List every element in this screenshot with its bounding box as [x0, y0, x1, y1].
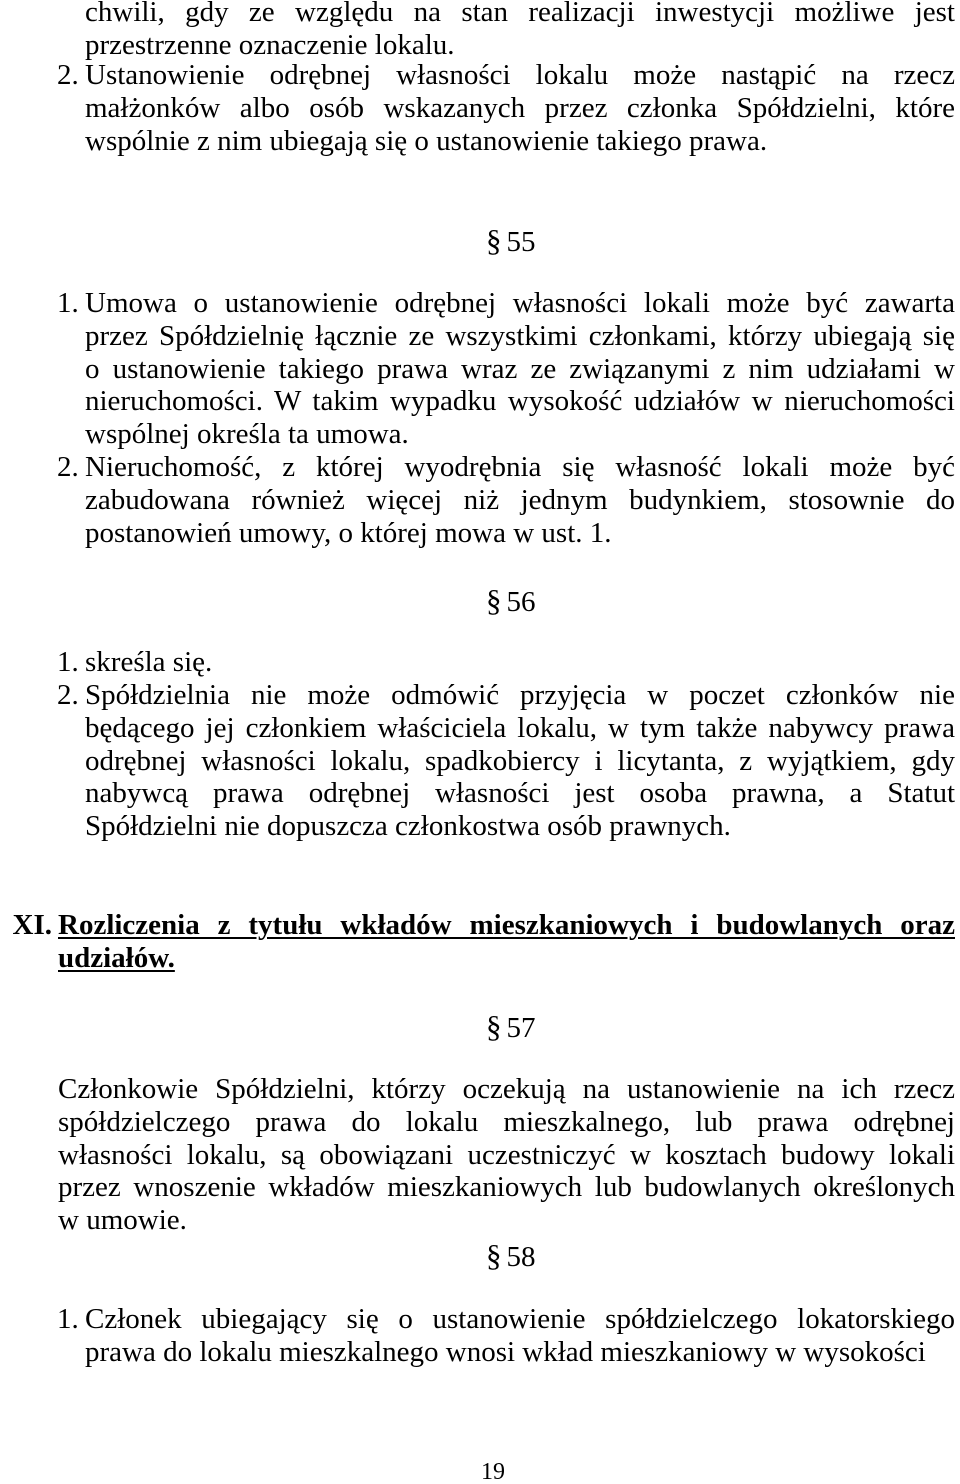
text-line: Nieruchomość, z której wyodrębnia się własność lokali może być	[85, 451, 955, 483]
text-line: małżonków albo osób wskazanych przez członka Spółdzielni, które	[85, 91, 955, 124]
section-sign: §	[486, 583, 502, 618]
item-number: 1.	[57, 646, 79, 678]
item-number: 1.	[57, 1303, 79, 1335]
text-line: odrębnej własności lokalu, spadkobiercy i licytanta, z wyjątkiem, gdy	[85, 744, 955, 777]
list-item	[57, 679, 955, 847]
text-line: Spółdzielni nie dopuszcza członkostwa osób prawnych.	[85, 810, 731, 843]
text-line: o ustanowienie takiego prawa wraz ze związanymi z nim udziałami w	[85, 352, 955, 385]
continuation-paragraph	[85, 0, 955, 66]
list-item	[57, 1303, 955, 1373]
text-line: nabywcą prawa odrębnej własności jest osoba prawna, a Statut	[85, 777, 955, 810]
page-number: 19	[481, 1459, 505, 1484]
text-line: wspólnie z nim ubiegają się o ustanowienie takiego prawa.	[85, 124, 768, 157]
section-number: 56	[506, 586, 536, 618]
text-line: Ustanowienie odrębnej własności lokalu może nastąpić na rzecz	[85, 59, 955, 91]
item-number: 1.	[57, 287, 79, 319]
text-line: Umowa o ustanowienie odrębnej własności lokali może być zawarta	[85, 287, 955, 319]
text-line: będącego jej członkiem właściciela lokalu, w tym także nabywcy prawa	[85, 711, 955, 744]
text-line: postanowień umowy, o której mowa w ust. 1.	[85, 516, 612, 549]
section-heading	[486, 1238, 536, 1273]
chapter-title-line: Rozliczenia z tytułu wkładów mieszkaniowych i budowlanych oraz	[58, 909, 955, 941]
text-line: zabudowana również więcej niż jednym budynkiem, stosownie do	[85, 483, 955, 516]
text-line: nieruchomości. W takim wypadku wysokość udziałów w nieruchomości	[85, 385, 955, 418]
item-number: 2.	[57, 451, 79, 483]
text-line: Spółdzielnia nie może odmówić przyjęcia w poczet członków nie	[85, 679, 955, 711]
section-paragraph	[58, 1073, 955, 1241]
section-number: 57	[506, 1012, 536, 1044]
text-line: przez wnoszenie wkładów mieszkaniowych lub budowlanych określonych	[58, 1171, 955, 1204]
section-number: 55	[506, 226, 536, 258]
text-line: prawa do lokalu mieszkalnego wnosi wkład mieszkaniowy w wysokości	[85, 1335, 926, 1368]
chapter-title-line: udziałów.	[58, 941, 175, 974]
text-line: wspólnej określa ta umowa.	[85, 418, 409, 451]
section-sign: §	[486, 223, 502, 258]
list-item	[57, 59, 955, 161]
item-number: 2.	[57, 59, 79, 91]
list-item	[57, 451, 955, 553]
list-item	[57, 287, 955, 455]
chapter-number: XI.	[12, 909, 52, 941]
text-line: spółdzielczego prawa do lokalu mieszkalnego, lub prawa odrębnej	[58, 1105, 955, 1138]
text-line: Członkowie Spółdzielni, którzy oczekują na ustanowienie na ich rzecz	[58, 1073, 955, 1105]
section-heading	[486, 223, 536, 258]
section-heading	[486, 1009, 536, 1044]
text-line: w umowie.	[58, 1204, 187, 1237]
list-item	[57, 646, 955, 683]
text-line: przez Spółdzielnię łącznie ze wszystkimi członkami, którzy ubiegają się	[85, 319, 955, 352]
section-number: 58	[506, 1241, 536, 1273]
chapter-heading	[12, 909, 955, 979]
section-heading	[486, 583, 536, 618]
text-line: chwili, gdy ze względu na stan realizacji inwestycji możliwe jest	[85, 0, 955, 28]
text-line: przestrzenne oznaczenie lokalu.	[85, 28, 455, 61]
text-line: skreśla się.	[85, 646, 213, 678]
section-sign: §	[486, 1238, 502, 1273]
item-number: 2.	[57, 679, 79, 711]
section-sign: §	[486, 1009, 502, 1044]
text-line: Członek ubiegający się o ustanowienie spółdzielczego lokatorskiego	[85, 1303, 955, 1335]
text-line: własności lokalu, są obowiązani uczestniczyć w kosztach budowy lokali	[58, 1138, 955, 1171]
